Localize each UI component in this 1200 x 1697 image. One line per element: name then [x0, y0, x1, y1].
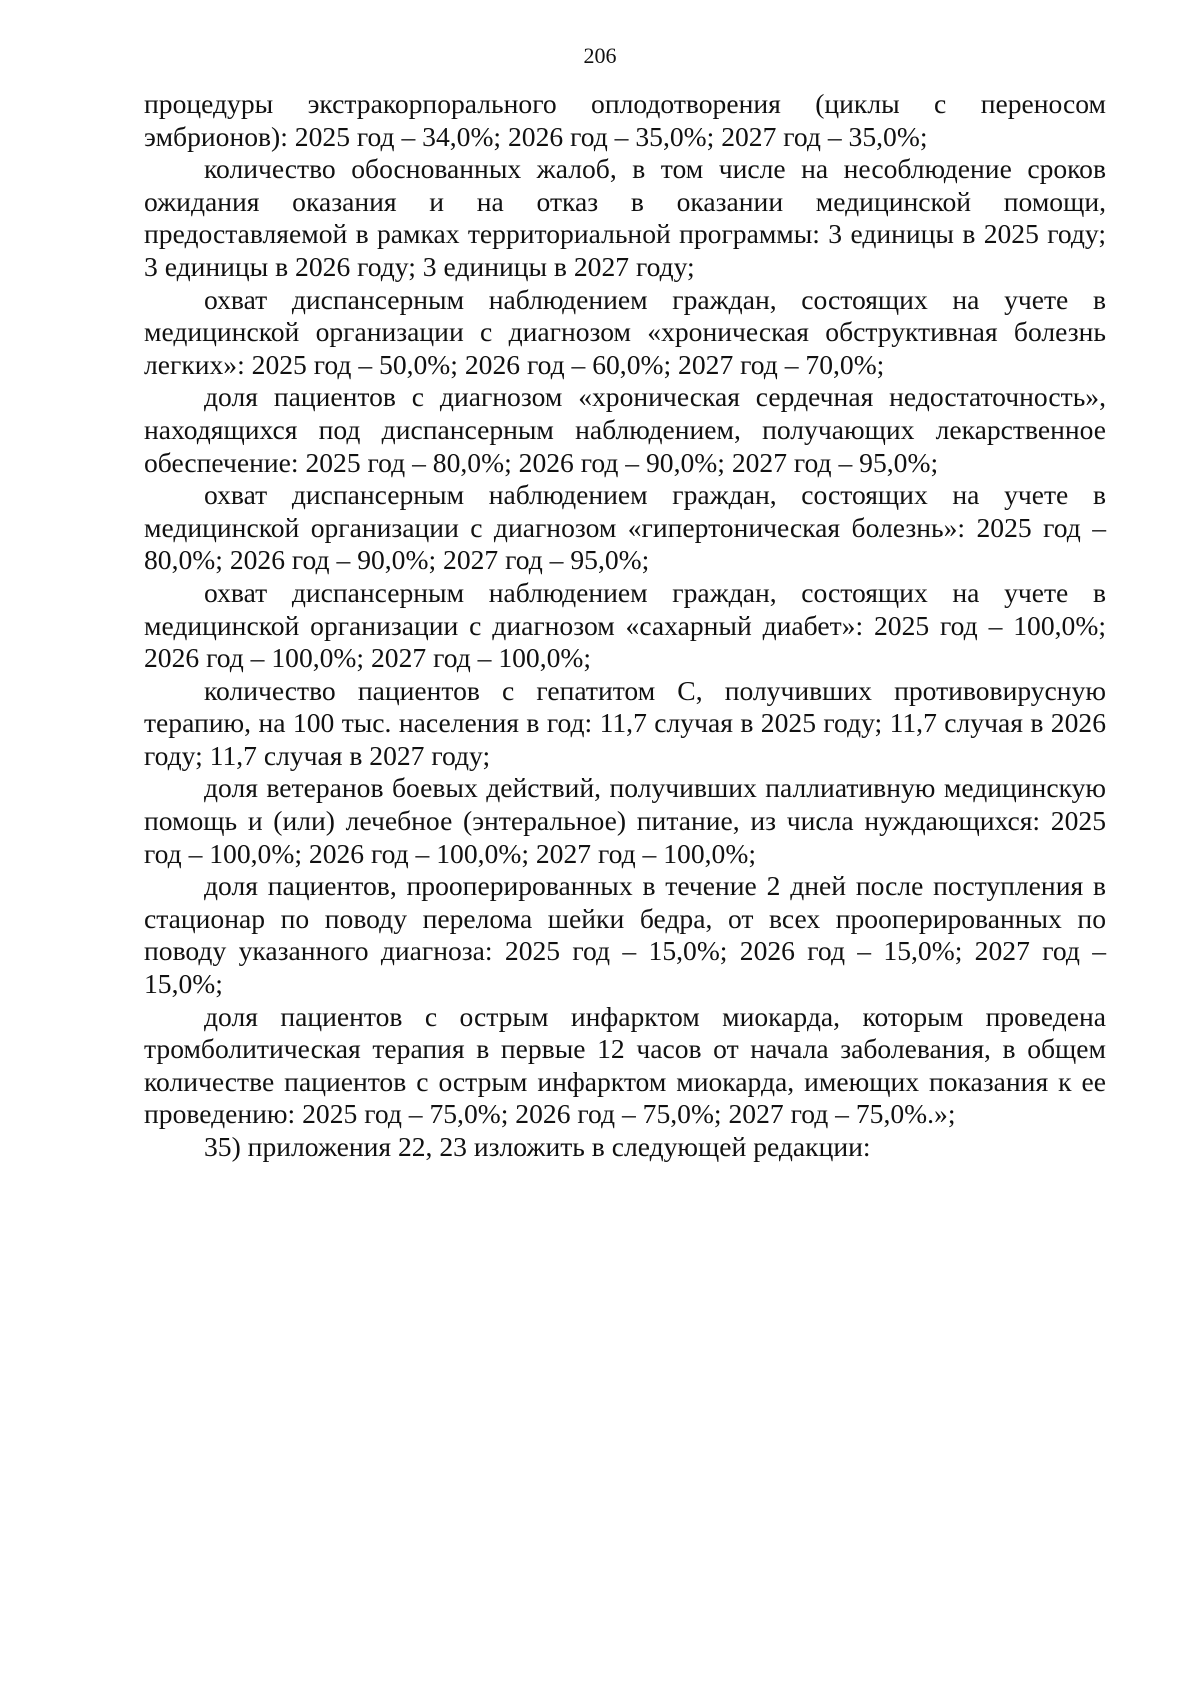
- paragraph-diabetes-coverage: охват диспансерным наблюдением граждан, состоящих на учете в медицинской организации с диагнозом «сахарный диабет»: 2025 год – 100,0%; 2026 год – 100,0%; 2027 год – 100,0%;: [144, 576, 1106, 674]
- paragraph-hip-fracture: доля пациентов, прооперированных в течение 2 дней после поступления в стационар по поводу перелома шейки бедра, от всех прооперированных по поводу указанного диагноза: 2025 год – 15,0%; 2026 год – 15,0%; 2027 год – 15,0%;: [144, 870, 1106, 1000]
- paragraph-appendices-22-23: 35) приложения 22, 23 изложить в следующей редакции:: [204, 1131, 871, 1162]
- paragraph-hypertension-coverage: охват диспансерным наблюдением граждан, состоящих на учете в медицинской организации с диагнозом «гипертоническая болезнь»: 2025 год – 80,0%; 2026 год – 90,0%; 2027 год – 95,0%;: [144, 479, 1106, 576]
- paragraph-myocardial-infarction: доля пациентов с острым инфарктом миокарда, которым проведена тромболитическая терапия в первые 12 часов от начала заболевания, в общем количестве пациентов с острым инфарктом миокарда, имеющих показания к ее проведению: 2025 год – 75,0%; 2026 год – 75,0%; 2027 год – 75,0%.»;: [144, 1000, 1106, 1130]
- paragraph-complaints: количество обоснованных жалоб, в том числе на несоблюдение сроков ожидания оказания и на отказ в оказании медицинской помощи, предоставляемой в рамках территориальной программы: 3 единицы в 2025 году; 3 единицы в 2026 году; 3 единицы в 2027 году;: [144, 153, 1106, 282]
- document-body: [144, 88, 1106, 1164]
- paragraph-heart-failure: доля пациентов с диагнозом «хроническая сердечная недостаточность», находящихся под диспансерным наблюдением, получающих лекарственное обеспечение: 2025 год – 80,0%; 2026 год – 90,0%; 2027 год – 95,0%;: [144, 381, 1106, 478]
- paragraph-copd-coverage: охват диспансерным наблюдением граждан, состоящих на учете в медицинской организации с диагнозом «хроническая обструктивная болезнь легких»: 2025 год – 50,0%; 2026 год – 60,0%; 2027 год – 70,0%;: [144, 283, 1106, 380]
- page-number: 206: [583, 43, 617, 68]
- paragraph-hepatitis-c: количество пациентов с гепатитом С, получивших противовирусную терапию, на 100 тыс. населения в год: 11,7 случая в 2025 году; 11,7 случая в 2026 году; 11,7 случая в 2027 году;: [144, 674, 1106, 771]
- paragraph-ivf-continuation: процедуры экстракорпорального оплодотворения (циклы с переносом эмбрионов): 2025 год – 34,0%; 2026 год – 35,0%; 2027 год – 35,0%;: [144, 88, 1106, 152]
- paragraph-veterans-palliative: доля ветеранов боевых действий, получивших паллиативную медицинскую помощь и (или) лечебное (энтеральное) питание, из числа нуждающихся: 2025 год – 100,0%; 2026 год – 100,0%; 2027 год – 100,0%;: [144, 772, 1106, 869]
